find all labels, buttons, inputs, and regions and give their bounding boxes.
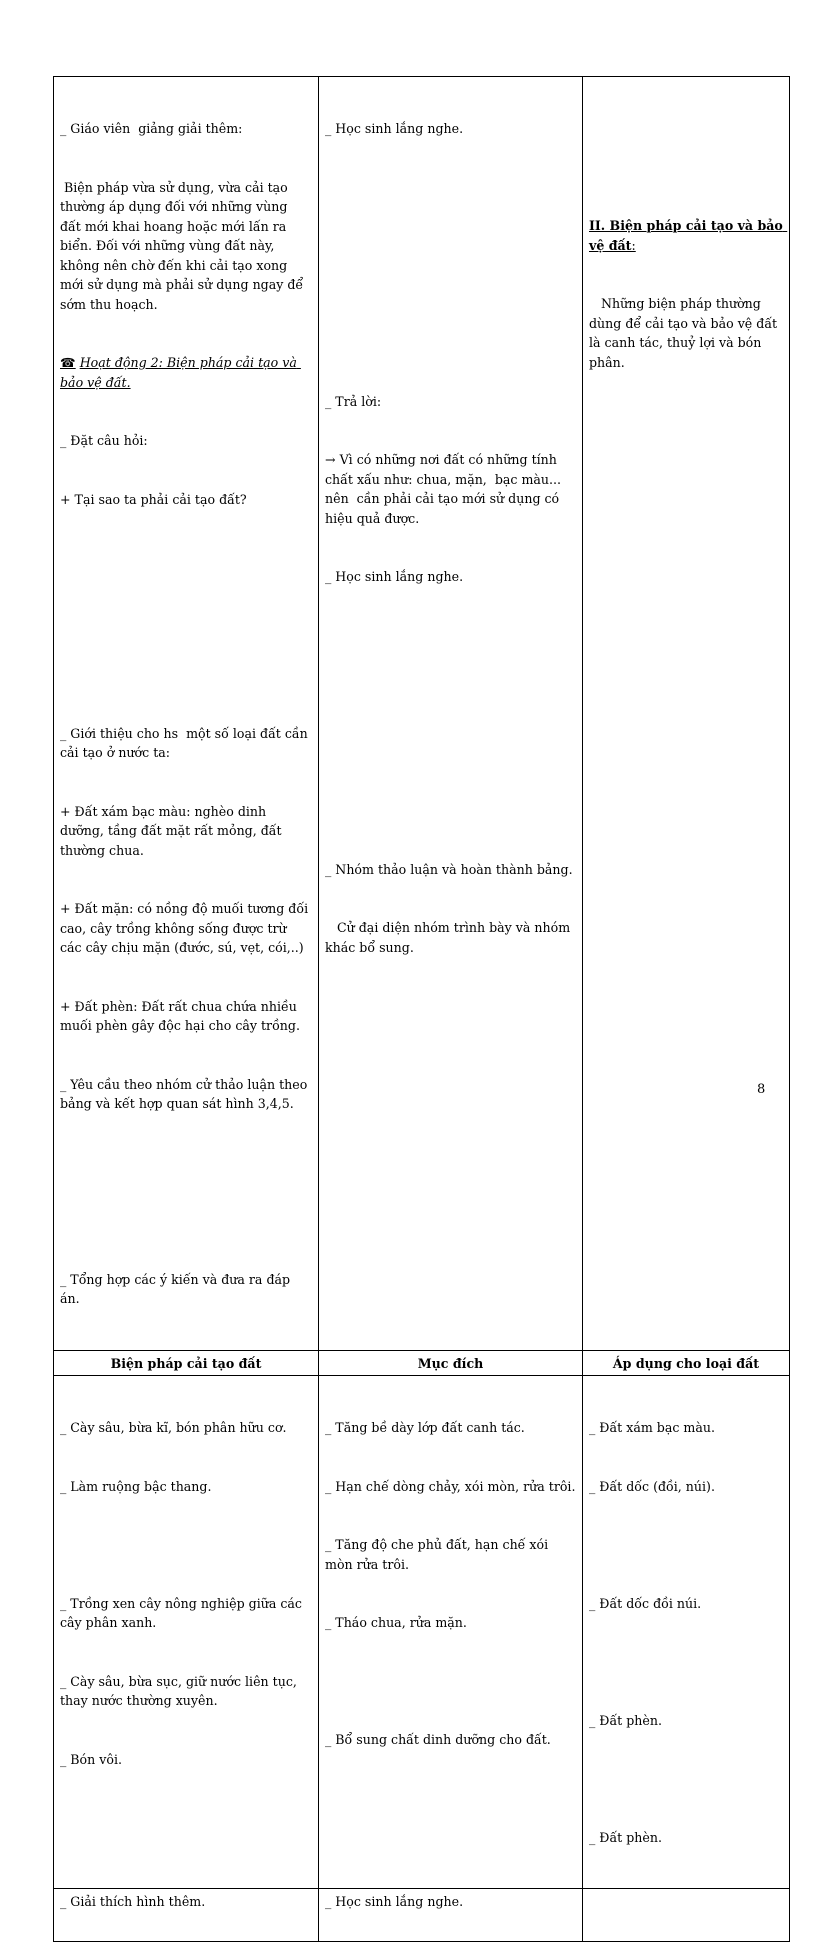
activity-row [54, 77, 790, 1351]
teacher-activity-cell [54, 77, 319, 1351]
closing-student-cell: _ Học sinh lắng nghe. [319, 1889, 583, 1942]
soil-item: _ Đất phèn. [589, 1829, 662, 1845]
header-soil: Áp dụng cho loại đất [583, 1350, 790, 1376]
section-text: Những biện pháp thường dùng để cải tạo và bảo vệ đất là canh tác, thuỷ lợi và bón phân. [589, 296, 782, 370]
student-line: Cử đại diện nhóm trình bày và nhóm khác bổ sung. [325, 920, 575, 955]
teacher-line: _ Giới thiệu cho hs một số loại đất cần cải tạo ở nước ta: [60, 725, 312, 760]
teacher-line: _ Tổng hợp các ý kiến và đưa ra đáp án. [60, 1271, 295, 1306]
student-line: _ Nhóm thảo luận và hoàn thành bảng. [325, 861, 573, 877]
teacher-question: + Tại sao ta phải cải tạo đất? [60, 491, 247, 507]
measure-item: _ Cày sâu, bừa kĩ, bón phân hữu cơ. [60, 1420, 287, 1435]
teacher-line: _ Giáo viên giảng giải thêm: [60, 121, 243, 136]
teacher-line: _ Yêu cầu theo nhóm cử thảo luận theo bảng và kết hợp quan sát hình 3,4,5. [60, 1076, 312, 1111]
purpose-item: _ Tháo chua, rửa mặn. [325, 1615, 467, 1630]
closing-empty-cell [583, 1889, 790, 1942]
measure-item: _ Cày sâu, bừa sục, giữ nước liên tục, thay nước thường xuyên. [60, 1673, 301, 1708]
student-activity-cell [319, 77, 583, 1351]
soil-item: _ Đất dốc đồi núi. [589, 1595, 702, 1611]
closing-teacher-cell: _ Giải thích hình thêm. [54, 1889, 319, 1942]
measures-header-row [54, 1350, 790, 1376]
purpose-item: _ Tăng bề dày lớp đất canh tác. [325, 1420, 525, 1435]
measure-item: _ Bón vôi. [60, 1751, 122, 1767]
soil-type-item: + Đất phèn: Đất rất chua chứa nhiều muối phèn gây độc hại cho cây trồng. [60, 998, 301, 1033]
soil-type-item: + Đất xám bạc màu: nghèo dinh dưỡng, tầng đất mặt rất mỏng, đất thường chua. [60, 803, 286, 858]
soil-item: _ Đất phèn. [589, 1712, 662, 1728]
purpose-item: _ Bổ sung chất dinh dưỡng cho đất. [325, 1732, 551, 1747]
telephone-icon: ☎ [60, 355, 76, 370]
teacher-line: _ Đặt câu hỏi: [60, 433, 148, 448]
section-heading: II. Biện pháp cải tạo và bảo vệ đất: [589, 218, 788, 253]
student-answer: → Vì có những nơi đất có những tính chất xấu như: chua, mặn, bạc màu... nên cần phải cải tạo mới sử dụng có hiệu quả được. [325, 452, 566, 526]
soils-cell [583, 1376, 790, 1889]
content-cell [583, 77, 790, 1351]
purpose-item: _ Tăng độ che phủ đất, hạn chế xói mòn rửa trôi. [325, 1537, 553, 1572]
teacher-explanation: Biện pháp vừa sử dụng, vừa cải tạo thường áp dụng đối với những vùng đất mới khai hoang hoặc mới lấn ra biển. Đối với những vùng đất này, không nên chờ đến khi cải tạo xong mới sử dụng mà phải sử dụng ngay để sớm thu hoạch. [60, 179, 308, 312]
measure-item: _ Làm ruộng bậc thang. [60, 1478, 212, 1494]
measures-cell [54, 1376, 319, 1889]
arrow-icon: → [325, 452, 336, 467]
purposes-cell [319, 1376, 583, 1889]
student-line: _ Học sinh lắng nghe. [325, 121, 464, 136]
closing-row [54, 1889, 790, 1942]
measures-row [54, 1376, 790, 1889]
student-line: _ Trả lời: [325, 393, 382, 409]
page-number: 8 [757, 1082, 766, 1097]
lesson-table [53, 76, 790, 1942]
purpose-item: _ Hạn chế dòng chảy, xói mòn, rửa trôi. [325, 1478, 576, 1494]
header-measure: Biện pháp cải tạo đất [54, 1350, 319, 1376]
soil-item: _ Đất dốc (đồi, núi). [589, 1478, 715, 1494]
header-purpose: Mục đích [319, 1350, 583, 1376]
activity-heading: ☎ Hoạt động 2: Biện pháp cải tạo và bảo vệ đất. [60, 355, 301, 390]
measure-item: _ Trồng xen cây nông nghiệp giữa các cây phân xanh. [60, 1595, 306, 1630]
soil-type-item: + Đất mặn: có nồng độ muối tương đối cao, cây trồng không sống được trừ các cây chịu mặn (đước, sú, vẹt, cói,..) [60, 901, 313, 955]
student-line: _ Học sinh lắng nghe. [325, 569, 464, 584]
soil-item: _ Đất xám bạc màu. [589, 1420, 715, 1435]
